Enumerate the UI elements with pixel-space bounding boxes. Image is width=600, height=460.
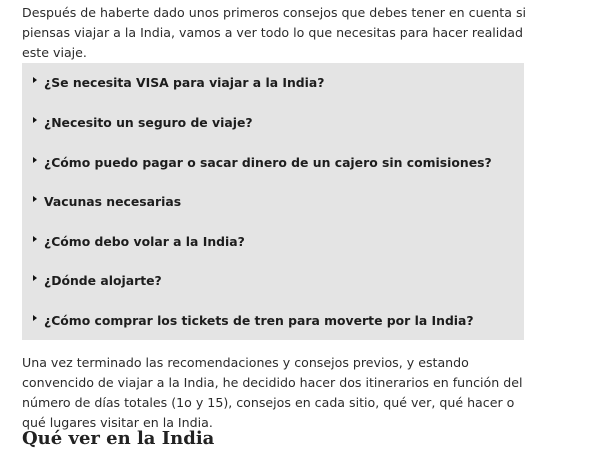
disclosure-arrow-icon bbox=[33, 315, 37, 321]
toc-item-dinero[interactable] bbox=[33, 153, 492, 171]
toc-item-seguro[interactable] bbox=[33, 113, 253, 131]
section-heading: Qué ver en la India bbox=[22, 428, 215, 449]
intro-paragraph: Después de haberte dado unos primeros consejos que debes tener en cuenta si piensas viajar a la India, vamos a ver todo lo que necesitas para hacer realidad este viaje. bbox=[22, 5, 527, 60]
toc-item-label: ¿Cómo debo volar a la India? bbox=[44, 233, 245, 249]
disclosure-arrow-icon bbox=[33, 157, 37, 163]
toc-item-label: ¿Necesito un seguro de viaje? bbox=[44, 114, 253, 130]
outro-paragraph: Una vez terminado las recomendaciones y consejos previos, y estando convencido de viajar a la India, he decidido hacer dos itinerarios en función del número de días totales (1o y 15), consejos en cada sitio, qué ver, qué hacer o qué lugares visitar en la India. bbox=[22, 355, 523, 430]
toc-item-vacunas[interactable] bbox=[33, 192, 181, 210]
toc-item-label: ¿Se necesita VISA para viajar a la India? bbox=[44, 74, 325, 90]
disclosure-arrow-icon bbox=[33, 275, 37, 281]
toc-item-alojarte[interactable] bbox=[33, 271, 162, 289]
toc-item-label: Vacunas necesarias bbox=[44, 193, 182, 209]
disclosure-arrow-icon bbox=[33, 236, 37, 242]
toc-item-tren[interactable] bbox=[33, 311, 474, 329]
table-of-contents bbox=[22, 63, 524, 340]
article-content bbox=[22, 0, 532, 449]
toc-item-label: ¿Cómo comprar los tickets de tren para moverte por la India? bbox=[44, 312, 474, 328]
toc-item-visa[interactable] bbox=[33, 73, 324, 91]
disclosure-arrow-icon bbox=[33, 77, 37, 83]
disclosure-arrow-icon bbox=[33, 117, 37, 123]
toc-item-volar[interactable] bbox=[33, 232, 245, 250]
disclosure-arrow-icon bbox=[33, 196, 37, 202]
toc-item-label: ¿Cómo puedo pagar o sacar dinero de un cajero sin comisiones? bbox=[44, 154, 492, 170]
toc-item-label: ¿Dónde alojarte? bbox=[44, 272, 162, 288]
